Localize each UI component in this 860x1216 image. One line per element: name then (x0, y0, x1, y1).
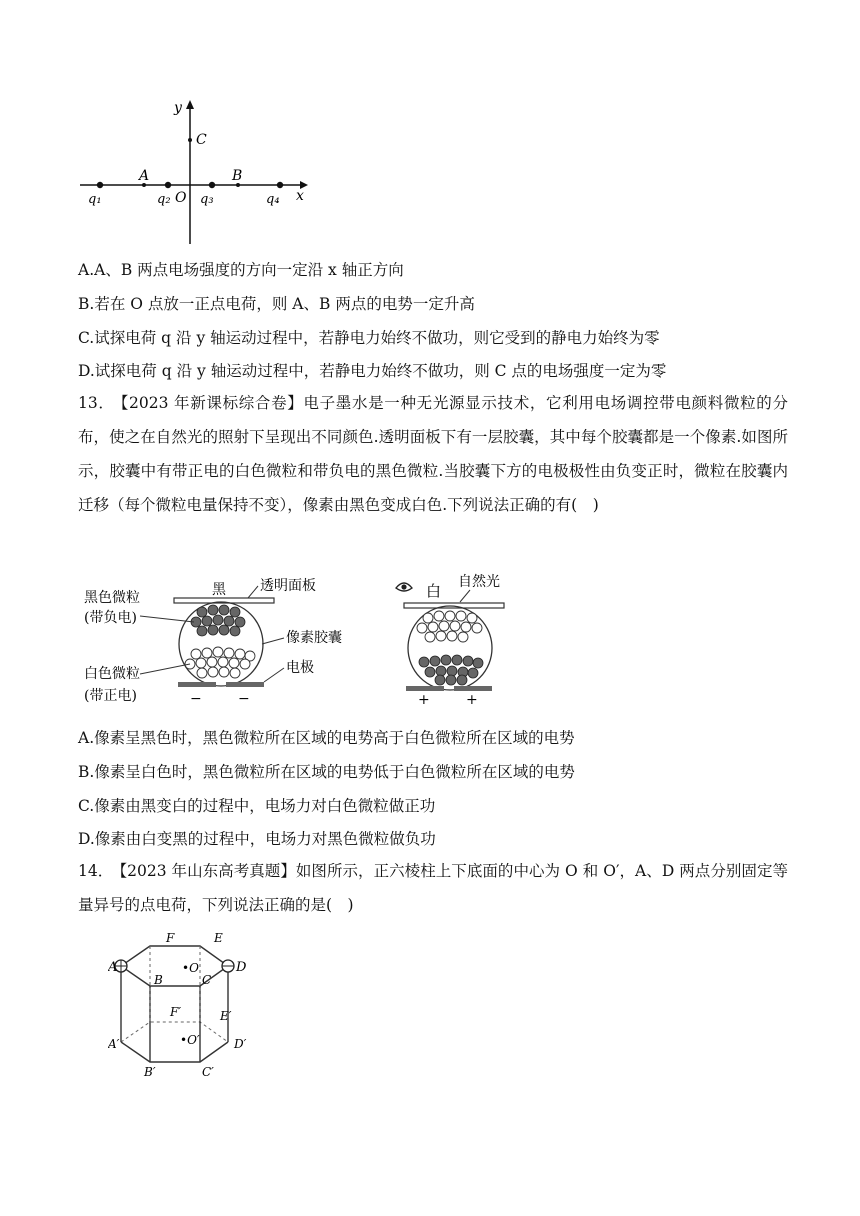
electrode-right-sign-2: + (466, 692, 478, 706)
vertex-f: F (166, 931, 175, 945)
label-o: O (175, 190, 187, 206)
vertex-c: C (202, 973, 212, 987)
label-black-particle: 黑色微粒 (84, 590, 140, 606)
charge-q2 (165, 182, 171, 188)
vertex-a: A (108, 960, 118, 975)
q13-text: 【2023 年新课标综合卷】电子墨水是一种无光源显示技术，它利用电场调控带电颜料微粒的分布，使之在自然光的照射下呈现出不同颜色.透明面板下有一层胶囊，其中每个胶囊都是一个像素.如图所示，胶囊中有带正电的白色微粒和带负电的黑色微粒.当胶囊下方的电极极性由负变正时，微粒在胶囊内迁移（每个微粒电量保持不变），像素由黑色变成白色.下列说法正确的有( ) (78, 394, 788, 514)
x-axis-label: x (296, 188, 304, 204)
y-axis-label: y (174, 100, 182, 116)
bottom-hexagon-back (121, 1022, 228, 1042)
q14-number: 14． (78, 862, 114, 880)
black-particles-left (191, 605, 245, 636)
vertex-e: E (214, 931, 223, 945)
label-black-state: 黑 (212, 582, 226, 598)
center-o: •O (182, 961, 199, 975)
electrode-left-2 (226, 682, 264, 687)
electrode-right-sign-1: + (418, 692, 430, 706)
bottom-hexagon-front (121, 1042, 228, 1062)
label-black-charge: (带负电) (84, 610, 137, 626)
vertex-d-prime: D′ (234, 1037, 247, 1051)
center-o-prime: •O′ (180, 1033, 200, 1047)
vertex-c-prime: C′ (202, 1065, 214, 1079)
label-white-charge: (带正电) (84, 688, 137, 704)
vertex-f-prime: F′ (170, 1005, 182, 1019)
label-q3: q₃ (200, 192, 214, 207)
electrode-right-2 (454, 686, 492, 691)
q13-option-d: D.像素由白变黑的过程中，电场力对黑色微粒做负功 (78, 830, 436, 848)
label-q1: q₁ (88, 192, 102, 207)
vertex-b: B (154, 973, 163, 987)
label-capsule: 像素胶囊 (286, 630, 342, 646)
label-q2: q₂ (157, 192, 171, 207)
label-b: B (232, 168, 243, 184)
vertex-a-prime: A′ (108, 1037, 120, 1051)
label-white-state: 白 (426, 582, 442, 600)
label-white-particle: 白色微粒 (84, 666, 140, 682)
q13-option-b: B.像素呈白色时，黑色微粒所在区域的电势低于白色微粒所在区域的电势 (78, 763, 575, 781)
charge-q3 (209, 182, 215, 188)
q12-option-c: C.试探电荷 q 沿 y 轴运动过程中，若静电力始终不做功，则它受到的静电力始终为零 (78, 329, 660, 347)
q14-stem (78, 854, 788, 922)
label-q4: q₄ (266, 192, 280, 207)
black-particles-right (419, 655, 483, 685)
electrode-left-sign-1: − (190, 691, 202, 706)
eye-icon (396, 583, 412, 591)
white-particles-right (417, 611, 482, 642)
label-electrode: 电极 (286, 660, 314, 676)
charge-at-d (222, 960, 234, 972)
q13-number: 13． (78, 394, 115, 412)
electrode-left-sign-2: − (238, 691, 250, 706)
top-hexagon (121, 946, 228, 986)
q13-option-c: C.像素由黑变白的过程中，电场力对白色微粒做正功 (78, 797, 436, 815)
vertex-e-prime: E′ (220, 1009, 232, 1023)
y-axis-arrow (186, 100, 194, 109)
q14-text: 【2023 年山东高考真题】如图所示，正六棱柱上下底面的中心为 O 和 O′，A、D 两点分别固定等量异号的点电荷，下列说法正确的是( ) (78, 862, 788, 914)
vertex-d: D (236, 960, 247, 975)
label-c: C (196, 132, 207, 148)
axis-charge-figure (76, 96, 316, 248)
white-particles-left (185, 647, 255, 678)
electrode-right-1 (406, 686, 444, 691)
q12-option-b: B.若在 O 点放一正点电荷，则 A、B 两点的电势一定升高 (78, 295, 475, 313)
electrode-left-1 (178, 682, 216, 687)
point-c (188, 138, 192, 142)
label-light: 自然光 (458, 574, 500, 590)
q13-option-a: A.像素呈黑色时，黑色微粒所在区域的电势高于白色微粒所在区域的电势 (78, 729, 575, 747)
e-ink-capsule-figure (78, 566, 518, 706)
hexagonal-prism-figure (108, 928, 280, 1080)
label-panel: 透明面板 (260, 578, 316, 594)
charge-q4 (277, 182, 283, 188)
label-a: A (139, 168, 150, 184)
transparent-panel-right (404, 603, 504, 608)
charge-q1 (97, 182, 103, 188)
q13-stem (78, 386, 788, 522)
q12-option-a: A.A、B 两点电场强度的方向一定沿 x 轴正方向 (78, 261, 404, 279)
vertex-b-prime: B′ (144, 1065, 156, 1079)
q12-option-d: D.试探电荷 q 沿 y 轴运动过程中，若静电力始终不做功，则 C 点的电场强度一定为零 (78, 362, 667, 380)
